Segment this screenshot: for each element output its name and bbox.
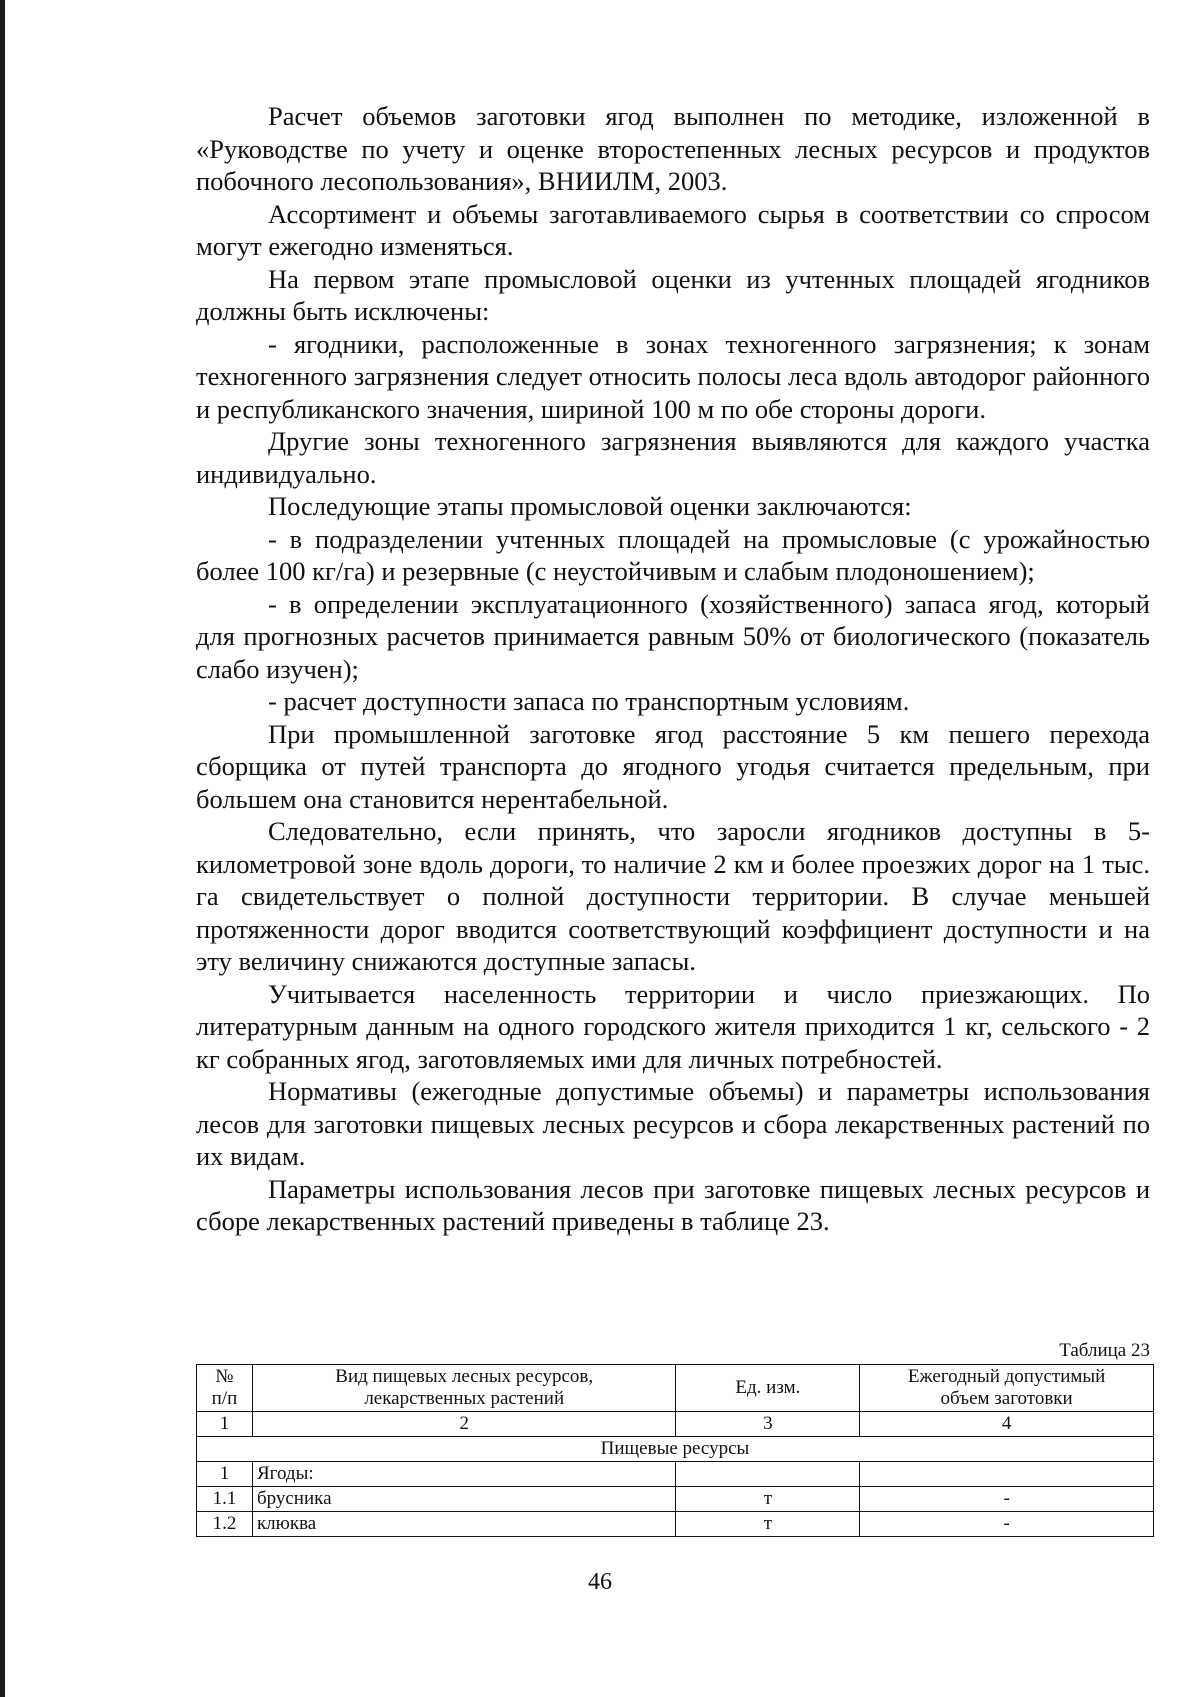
row-number: 1 bbox=[197, 1462, 253, 1487]
row-resource-kind: Ягоды: bbox=[252, 1462, 676, 1487]
row-unit bbox=[676, 1462, 860, 1487]
column-number-cell: 4 bbox=[860, 1412, 1154, 1437]
column-number-cell: 1 bbox=[197, 1412, 253, 1437]
table-header-row bbox=[197, 1365, 1154, 1412]
paragraph-table-reference: Параметры использования лесов при заготовке пищевых лесных ресурсов и сборе лекарственных растений приведены в таблице 23. bbox=[196, 1173, 1150, 1236]
row-resource-kind: клюква bbox=[252, 1512, 676, 1537]
header-resource-kind: Вид пищевых лесных ресурсов, лекарственных растений bbox=[252, 1365, 676, 1412]
paragraph-assortment: Ассортимент и объемы заготавливаемого сырья в соответствии со спросом могут ежегодно изменяться. bbox=[196, 198, 1150, 261]
paragraph-operational-stock: - в определении эксплуатационного (хозяйственного) запаса ягод, который для прогнозных расчетов принимается равным 50% от биологического (показатель слабо изучен); bbox=[196, 588, 1150, 684]
paragraph-subdivision: - в подразделении учтенных площадей на промысловые (с урожайностью более 100 кг/га) и резервные (с неустойчивым и слабым плодоношением); bbox=[196, 523, 1150, 586]
row-annual-volume bbox=[860, 1462, 1154, 1487]
table-column-number-row bbox=[197, 1412, 1154, 1437]
parameters-table bbox=[196, 1364, 1154, 1537]
paragraph-population: Учитывается населенность территории и число приезжающих. По литературным данным на одного городского жителя приходится 1 кг, сельского - 2 кг собранных ягод, заготовляемых ими для личных потребностей. bbox=[196, 978, 1150, 1074]
table-row bbox=[197, 1512, 1154, 1537]
row-resource-kind: брусника bbox=[252, 1487, 676, 1512]
column-number-cell: 3 bbox=[676, 1412, 860, 1437]
paragraph-accessibility: Следовательно, если принять, что заросли ягодников доступны в 5-километровой зоне вдоль дороги, то наличие 2 км и более проезжих дорог на 1 тыс. га свидетельствует о полной доступности территории. В случае меньшей протяженности дорог вводится соответствующий коэффициент доступности и на эту величину снижаются доступные запасы. bbox=[196, 816, 1150, 976]
paragraph-other-zones: Другие зоны техногенного загрязнения выявляются для каждого участка индивидуально. bbox=[196, 426, 1150, 489]
scan-edge-line bbox=[0, 0, 5, 1697]
row-number: 1.1 bbox=[197, 1487, 253, 1512]
document-body bbox=[196, 100, 1150, 1238]
header-annual-volume: Ежегодный допустимый объем заготовки bbox=[860, 1365, 1154, 1412]
row-annual-volume: - bbox=[860, 1512, 1154, 1537]
header-number: № п/п bbox=[197, 1365, 253, 1412]
row-number: 1.2 bbox=[197, 1512, 253, 1537]
row-annual-volume: - bbox=[860, 1487, 1154, 1512]
column-number-cell: 2 bbox=[252, 1412, 676, 1437]
table-caption: Таблица 23 bbox=[1059, 1340, 1150, 1361]
section-title: Пищевые ресурсы bbox=[197, 1437, 1154, 1462]
page-number: 46 bbox=[588, 1569, 612, 1595]
paragraph-pollution-zones: - ягодники, расположенные в зонах техногенного загрязнения; к зонам техногенного загрязнения следует относить полосы леса вдоль автодорог районного и республиканского значения, шириной 100 м по обе стороны дороги. bbox=[196, 328, 1150, 424]
paragraph-standards: Нормативы (ежегодные допустимые объемы) и параметры использования лесов для заготовки пищевых лесных ресурсов и сбора лекарственных растений по их видам. bbox=[196, 1076, 1150, 1171]
row-unit: т bbox=[676, 1512, 860, 1537]
table-row bbox=[197, 1462, 1154, 1487]
paragraph-distance: При промышленной заготовке ягод расстояние 5 км пешего перехода сборщика от путей транспорта до ягодного угодья считается предельным, при большем она становится нерентабельной. bbox=[196, 718, 1150, 814]
header-unit: Ед. изм. bbox=[676, 1365, 860, 1412]
row-unit: т bbox=[676, 1487, 860, 1512]
paragraph-transport: - расчет доступности запаса по транспортным условиям. bbox=[268, 686, 910, 716]
paragraph-method: Расчет объемов заготовки ягод выполнен по методике, изложенной в «Руководстве по учету и оценке второстепенных лесных ресурсов и продуктов побочного лесопользования», ВНИИЛМ, 2003. bbox=[196, 101, 1150, 196]
table-section-row bbox=[197, 1437, 1154, 1462]
paragraph-next-stages: Последующие этапы промысловой оценки заключаются: bbox=[268, 491, 912, 521]
paragraph-first-stage: На первом этапе промысловой оценки из учтенных площадей ягодников должны быть исключены: bbox=[196, 263, 1150, 326]
table-row bbox=[197, 1487, 1154, 1512]
